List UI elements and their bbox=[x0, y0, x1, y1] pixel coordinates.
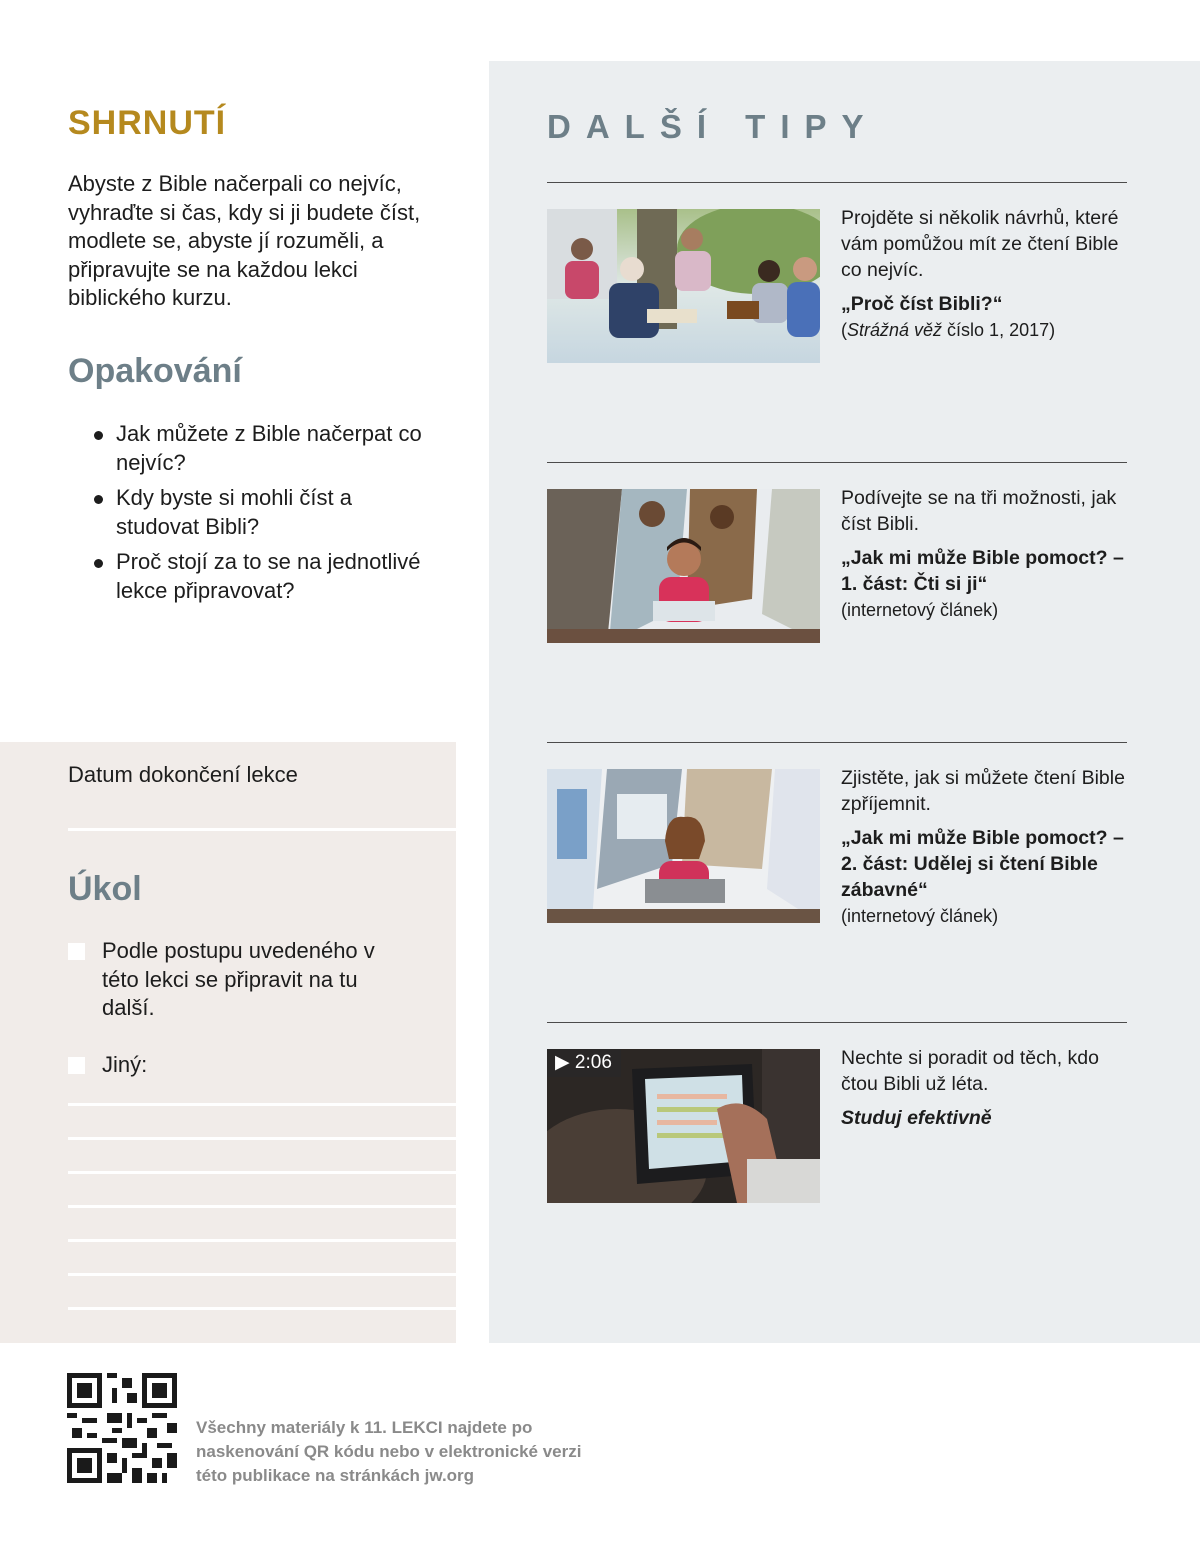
completion-date-line[interactable] bbox=[68, 828, 456, 831]
tablet-video-thumbnail[interactable] bbox=[547, 1049, 820, 1203]
tip-divider bbox=[547, 742, 1127, 743]
boy-reading-photo[interactable] bbox=[547, 489, 820, 643]
tip-3 bbox=[841, 765, 1141, 929]
tip-link[interactable]: „Proč číst Bibli?“ bbox=[841, 293, 1003, 315]
tip-1 bbox=[841, 205, 1141, 343]
tip-description: Zjistěte, jak si můžete čtení Bible zpříjemnit. bbox=[841, 767, 1125, 815]
tip-description: Nechte si poradit od těch, kdo čtou Bibli už léta. bbox=[841, 1047, 1099, 1095]
summary-title: SHRNUTÍ bbox=[68, 104, 227, 142]
video-duration-badge: ▶ 2:06 bbox=[547, 1049, 621, 1077]
task-item-label: Jiný: bbox=[102, 1052, 148, 1077]
task-checkbox[interactable] bbox=[68, 1057, 85, 1074]
task-checkbox[interactable] bbox=[68, 943, 85, 960]
tip-4 bbox=[841, 1045, 1141, 1131]
write-in-line[interactable] bbox=[68, 1205, 456, 1208]
review-question: Kdy byste si mohli číst a studovat Bibli? bbox=[92, 484, 422, 541]
tip-divider bbox=[547, 462, 1127, 463]
completion-panel bbox=[0, 742, 456, 1343]
task-item-other[interactable] bbox=[68, 1051, 408, 1080]
task-item[interactable] bbox=[68, 937, 408, 1023]
tip-2 bbox=[841, 485, 1141, 623]
write-in-line[interactable] bbox=[68, 1239, 456, 1242]
write-in-line[interactable] bbox=[68, 1137, 456, 1140]
completion-date-label: Datum dokončení lekce bbox=[68, 762, 298, 787]
write-in-line[interactable] bbox=[68, 1307, 456, 1310]
reading-people-photo[interactable] bbox=[547, 209, 820, 363]
review-question: Proč stojí za to se na jednotlivé lekce připravovat? bbox=[92, 548, 422, 605]
tip-divider bbox=[547, 1022, 1127, 1023]
tip-source: (internetový článek) bbox=[841, 906, 999, 926]
tip-source: (internetový článek) bbox=[841, 600, 999, 620]
tip-divider bbox=[547, 182, 1127, 183]
tip-link[interactable]: Studuj efektivně bbox=[841, 1107, 992, 1129]
write-in-line[interactable] bbox=[68, 1103, 456, 1106]
summary-text: Abyste z Bible načerpali co nejvíc, vyhraďte si čas, kdy si ji budete číst, modlete se, abyste jí rozuměli, a připravujte se na každou lekci biblického kurzu. bbox=[68, 171, 421, 310]
review-list bbox=[92, 420, 422, 612]
tip-description: Projděte si několik návrhů, které vám pomůžou mít ze čtení Bible co nejvíc. bbox=[841, 207, 1119, 281]
girl-reading-photo[interactable] bbox=[547, 769, 820, 923]
tip-link[interactable]: „Jak mi může Bible pomoct? – 2. část: Udělej si čtení Bible zábavné“ bbox=[841, 827, 1124, 901]
footer-text: Všechny materiály k 11. LEKCI najdete po naskenování QR kódu nebo v elektronické verzi této publikace na stránkách jw.org bbox=[196, 1418, 582, 1485]
task-item-label: Podle postupu uvedeného v této lekci se připravit na tu další. bbox=[102, 938, 375, 1020]
qr-code-icon[interactable] bbox=[67, 1373, 177, 1483]
write-in-line[interactable] bbox=[68, 1171, 456, 1174]
task-title: Úkol bbox=[68, 870, 142, 908]
tip-link[interactable]: „Jak mi může Bible pomoct? – 1. část: Čti si ji“ bbox=[841, 547, 1124, 595]
review-question: Jak můžete z Bible načerpat co nejvíc? bbox=[92, 420, 422, 477]
write-in-line[interactable] bbox=[68, 1273, 456, 1276]
tip-source: (Strážná věž číslo 1, 2017) bbox=[841, 320, 1056, 340]
tip-description: Podívejte se na tři možnosti, jak číst Bibli. bbox=[841, 487, 1117, 535]
tips-title: DALŠÍ TIPY bbox=[547, 108, 879, 145]
play-icon: ▶ bbox=[555, 1052, 570, 1073]
review-title: Opakování bbox=[68, 352, 242, 390]
